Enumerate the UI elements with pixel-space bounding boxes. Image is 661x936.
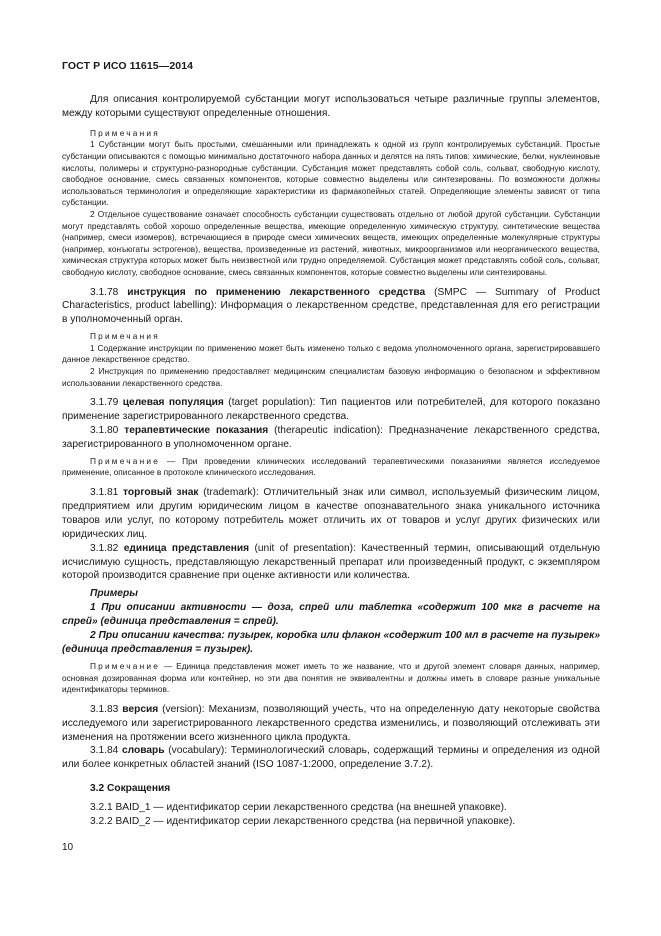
- document-body: [62, 93, 600, 829]
- term-3-1-84: 3.1.84 словарь (vocabulary): Терминологический словарь, содержащий термины и определения из одной или более конкретных областей знаний (ISO 1087-1:2000, определение 3.7.2).: [62, 745, 600, 771]
- note-1: 1 Содержание инструкции по применению может быть изменено только с ведома уполномоченного органа, зарегистрировавшего данное лекарственное средство.: [62, 342, 600, 365]
- intro-paragraph: Для описания контролируемой субстанции могут использоваться четыре различные группы элементов, между которыми существуют определенные отношения.: [62, 94, 600, 119]
- note-1: 1 Субстанции могут быть простыми, смешанными или принадлежать к одной из групп контролируемых субстанций. Простые субстанции описываются с помощью минимально достаточного набора данных и делятся на пять типов: химические, белки, нуклеиновые кислоты, полимеры и структурно-разнородные субстанции. Субстанция может представлять собой соль, сольват, свободную кислоту, свободное основание, смесь связанных компонентов, которые совместно выделены или синтезированы. По возможности должны использоваться терминология и определяющие характеристики из фармакопейных статей. Определяющие элементы зависят от типа субстанции.: [62, 139, 600, 208]
- abbreviation-1: 3.2.1 BAID_1 — идентификатор серии лекарственного средства (на внешней упаковке).: [90, 802, 507, 814]
- page-number: 10: [62, 842, 74, 853]
- term-3-1-83: 3.1.83 версия (version): Механизм, позволяющий учесть, что на определенную дату некоторые свойства исследуемого или зарегистрированного лекарственного средства изменились, и позволяющий отслеживать эти изменения на протяжении всего жизненного цикла продукта.: [62, 703, 600, 743]
- section-heading: 3.2 Сокращения: [90, 783, 171, 795]
- note-3-1-82: Примечание — Единица представления может иметь то же название, что и другой элемент словаря данных, например, основная дозированная форма или контейнер, но эти два понятия не эквивалентны и должны иметь в словаре разные уникальные идентификаторы терминов.: [62, 660, 600, 695]
- term-3-1-82: 3.1.82 единица представления (unit of presentation): Качественный термин, описывающий отдельную исчислимую сущность, представляющую лекарственный препарат или произведенный продукт, с экземпляром которой производится сравнение при оценке активности или количества.: [62, 542, 600, 582]
- note-3-1-80: Примечание — При проведении клинических исследований терапевтическими показаниями является исследуемое применение, описанное в протоколе клинического исследования.: [62, 455, 601, 478]
- notes-label: Примечания: [90, 127, 160, 138]
- term-3-1-78: 3.1.78 инструкция по применению лекарственного средства (SMPC — Summary of Product Characteristics, product labelling): Информация о лекарственном средстве, представленная для его регистрации в уполномоченный орган.: [62, 286, 600, 326]
- example-2: 2 При описании качества: пузырек, коробка или флакон «содержит 100 мл в расчете на пузырек» (единица представления = пузырек).: [62, 630, 600, 655]
- term-3-1-81: 3.1.81 торговый знак (trademark): Отличительный знак или символ, используемый физическим лицом, предприятием или другим юридическим лицом в качестве опознавательного знака уникального источника товаров или услуг, по которому потребитель может отличить их от товаров и услуг других физических или юридических лиц.: [62, 487, 600, 540]
- note-2: 2 Инструкция по применению предоставляет медицинским специалистам базовую информацию о безопасном и эффективном использовании лекарственного средства.: [62, 366, 600, 388]
- note-2: 2 Отдельное существование означает способность субстанции существовать отдельно от любой другой субстанции. Субстанции могут представлять собой хорошо определенные вещества, имеющие определенную химическую структуру, синтетические вещества (например, смеси изомеров), встречающиеся в природе смеси химических веществ, имеющих определенные молекулярные структуры (например, конъюгаты эстрогенов), вещества, произведенные из растений, животных, микроорганизмов или неорганического вещества, химическая структура которых может быть неизвестной или трудно определяемой. Субстанция может представлять собой соль, сольват, свободную кислоту, свободное основание, смесь связанных компонентов, которые совместно выделены или синтезированы.: [62, 208, 600, 277]
- examples-title: Примеры: [90, 588, 138, 600]
- example-1: 1 При описании активности — доза, спрей или таблетка «содержит 100 мкг в расчете на спрей» (единица представления = спрей).: [62, 602, 600, 628]
- abbreviation-2: 3.2.2 BAID_2 — идентификатор серии лекарственного средства (на первичной упаковке).: [90, 816, 516, 828]
- term-3-1-79: 3.1.79 целевая популяция (target population): Тип пациентов или потребителей, для которого показано применение зарегистрированного лекарственного средства.: [62, 397, 600, 423]
- term-3-1-80: 3.1.80 терапевтические показания (therapeutic indication): Предназначение лекарственного средства, зарегистрированного в уполномоченном органе.: [62, 425, 600, 450]
- document-header: ГОСТ Р ИСО 11615—2014: [62, 60, 194, 72]
- notes-label: Примечания: [90, 331, 160, 342]
